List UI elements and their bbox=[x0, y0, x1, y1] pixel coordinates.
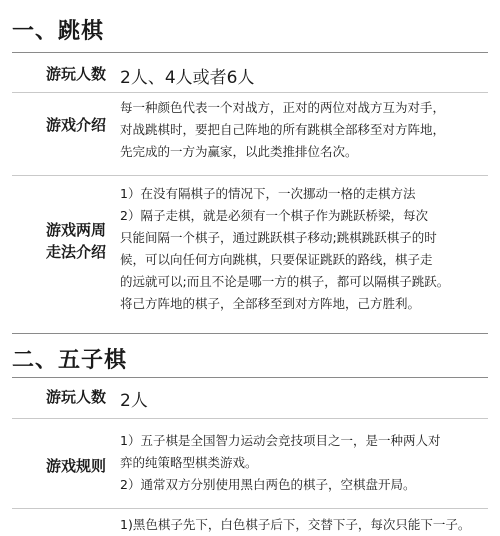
divider bbox=[12, 418, 488, 419]
players-label: 游玩人数 bbox=[46, 388, 107, 406]
rules-label: 游戏规则 bbox=[46, 457, 107, 475]
players-value: 2人、4人或者6人 bbox=[120, 68, 255, 88]
divider bbox=[12, 377, 488, 378]
players-label: 游玩人数 bbox=[46, 65, 107, 83]
rules-text: 1）五子棋是全国智力运动会竞技项目之一，是一种两人对 弈的纯策略型棋类游戏。 2）通常双方分别使用黑白两色的棋子，空棋盘开局。 bbox=[120, 433, 441, 492]
rules-label: 游戏两周 走法介绍 bbox=[46, 221, 107, 261]
section-title-tiaoqi: 一、跳棋 bbox=[12, 19, 105, 44]
divider bbox=[12, 175, 488, 176]
intro-label: 游戏介绍 bbox=[46, 116, 107, 134]
divider bbox=[12, 333, 488, 334]
next-rules-text: 1)黑色棋子先下，白色棋子后下，交替下子，每次只能下一子。 bbox=[120, 517, 471, 532]
rules-text: 1）在没有隔棋子的情况下，一次挪动一格的走棋方法 2）隔子走棋，就是必须有一个棋子作为跳跃桥梁，每次 只能间隔一个棋子，通过跳跃棋子移动;跳棋跳跃棋子的时 候，可以向任何方向跳棋，只要保证跳跃的路线，棋子走 的远就可以;而且不论是哪一方的棋子，都可以隔棋子跳跃。 将己方阵地的棋子，全部移至到对方阵地，己方胜利。 bbox=[120, 186, 450, 311]
intro-text: 每一种颜色代表一个对战方，正对的两位对战方互为对手， 对战跳棋时，要把自己阵地的所有跳棋全部移至对方阵地， 先完成的一方为赢家，以此类推排位名次。 bbox=[120, 100, 446, 159]
divider bbox=[12, 92, 488, 93]
divider bbox=[12, 508, 488, 509]
players-value: 2人 bbox=[120, 391, 148, 411]
section-title-wuziqi: 二、五子棋 bbox=[12, 348, 128, 373]
divider bbox=[12, 52, 488, 53]
